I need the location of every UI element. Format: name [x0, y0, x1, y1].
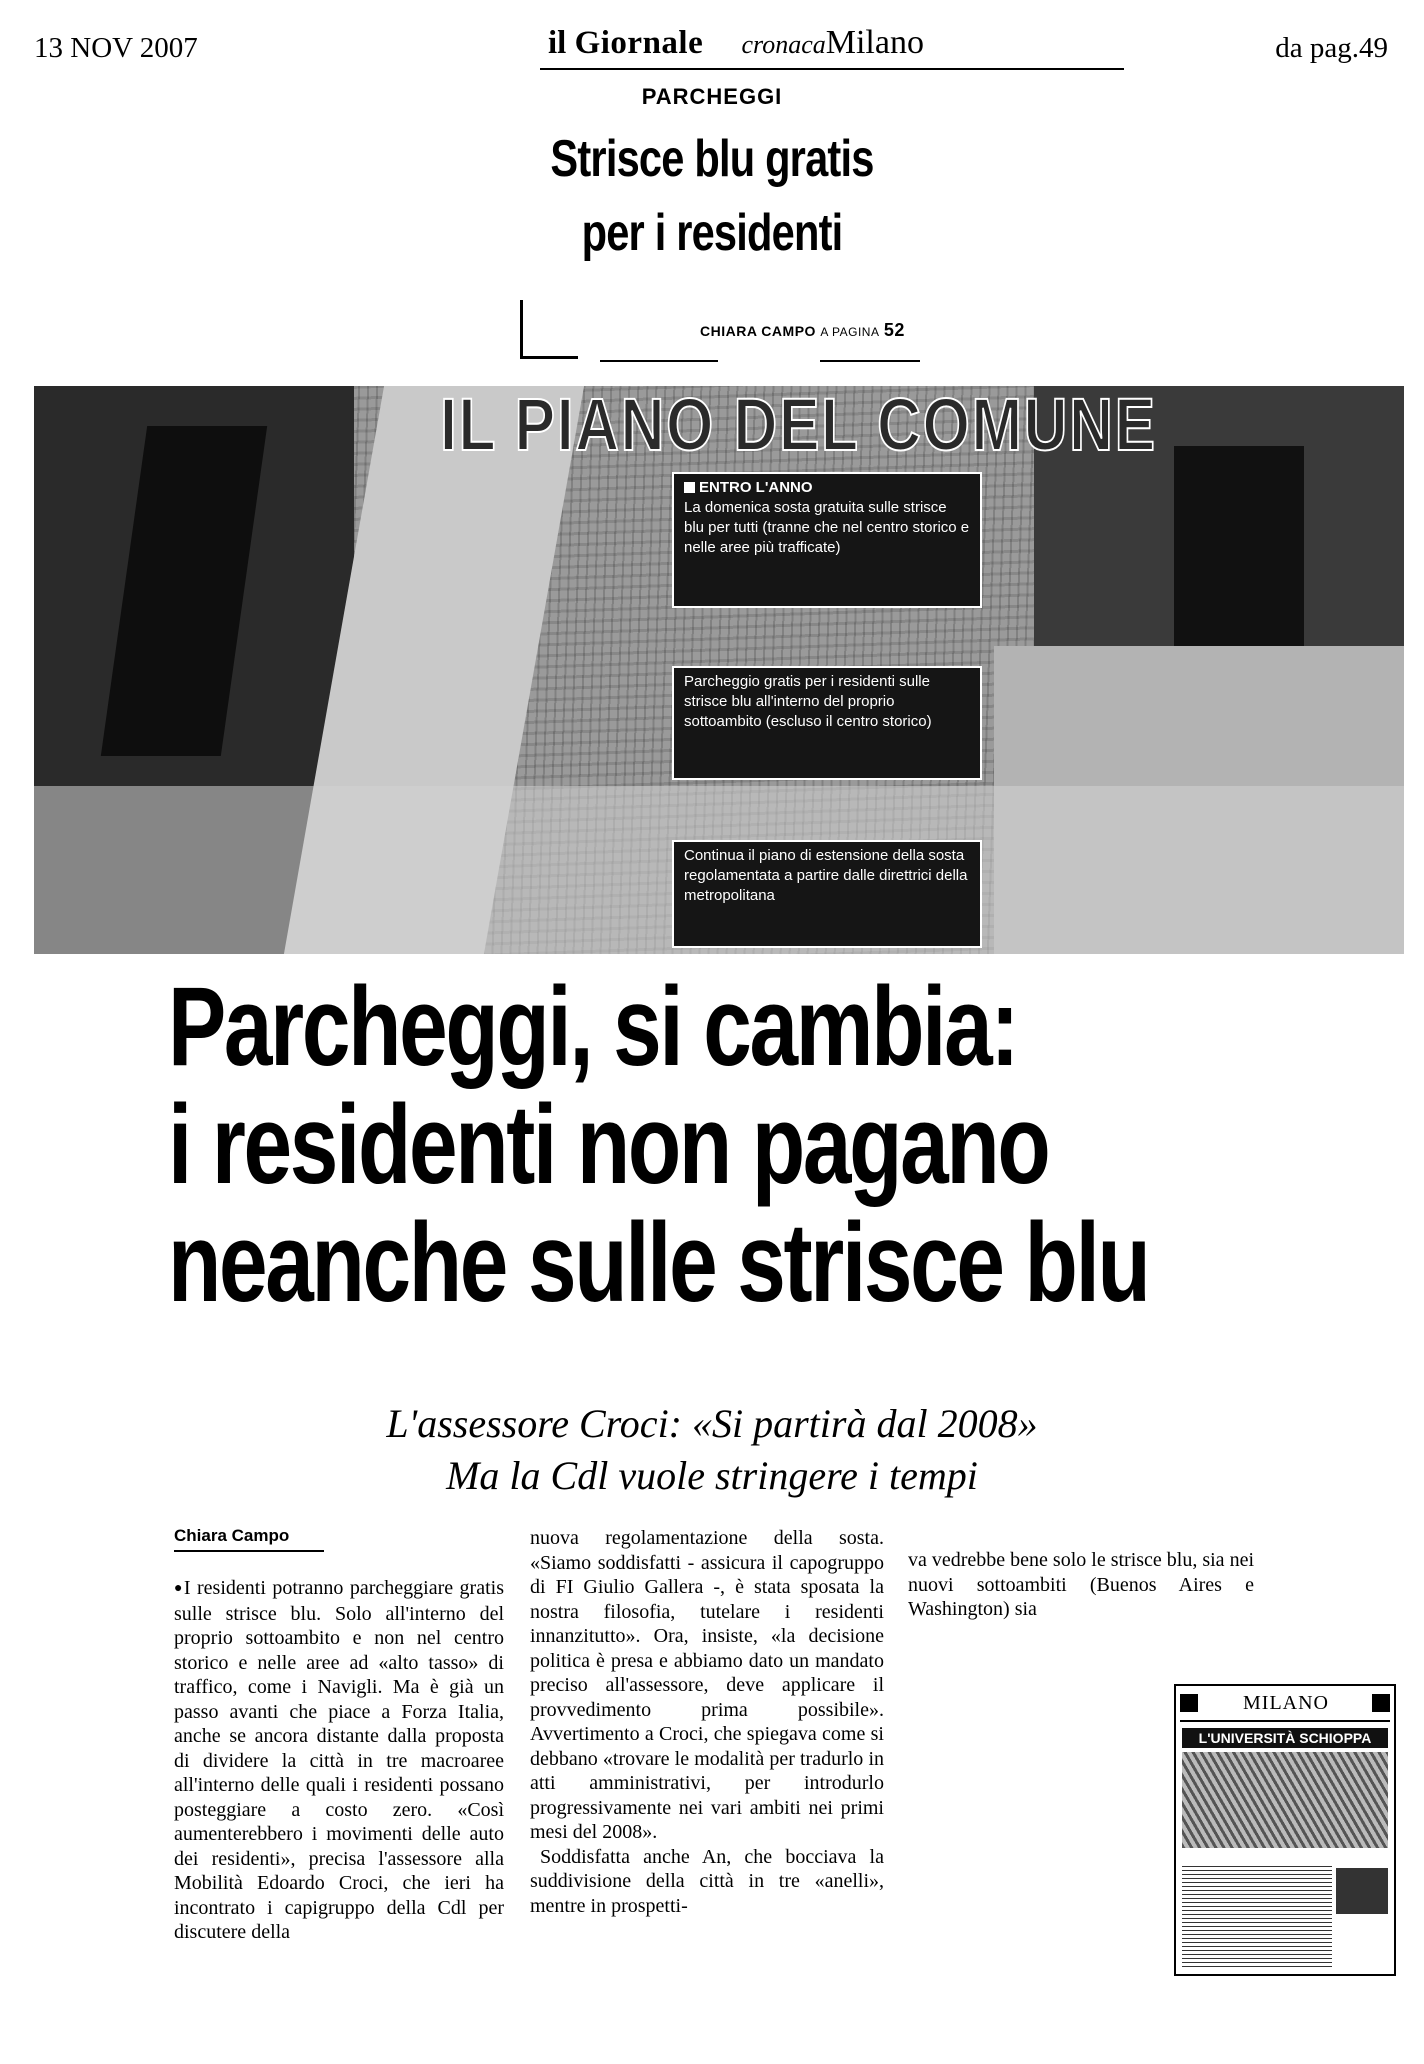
byline-rule	[174, 1550, 324, 1552]
thumb-text-lines	[1182, 1866, 1332, 1970]
info-box-entro-anno	[672, 472, 982, 608]
subheadline	[0, 1398, 1424, 1502]
divider-rule	[600, 360, 718, 362]
column-text: Soddisfatta anche An, che bocciava la suddivisione della città in tre «anelli», mentre in prospetti-	[530, 1845, 884, 1917]
thumb-picture	[1336, 1868, 1388, 1914]
teaser-title-line1: Strisce blu gratis	[550, 130, 874, 188]
thumb-logo: MILANO	[1243, 1692, 1329, 1714]
info-box-text: Continua il piano di estensione della sosta regolamentata a partire dalle direttrici della metropolitana	[684, 847, 968, 904]
thumb-image	[1182, 1752, 1388, 1848]
photo-title: IL PIANO DEL COMUNE	[440, 383, 1157, 466]
teaser-credit-name: CHIARA CAMPO	[700, 323, 816, 339]
column-text: I residenti potranno parcheggiare gratis sulle strisce blu. Solo all'interno del proprio sottoambito e non nel centro storico e nelle aree ad «alto tasso» di traffico, come i Navigli. Ma è già un passo avanti che piace a Forza Italia, anche se ancora distante dalla proposta di dividere la città in tre macroaree all'interno delle quali i residenti possano posteggiare a costo zero. «Così aumenterebbero i movimenti delle auto dei residenti», precisa l'assessore alla Mobilità Edoardo Croci, che ieri ha incontrato i capigruppo della Cdl per discutere della	[174, 1577, 504, 1943]
bracket-rule-horizontal	[520, 356, 578, 359]
article-column-3	[908, 1548, 1254, 1622]
info-box-text: Parcheggio gratis per i residenti sulle strisce blu all'interno del proprio sottoambito (escluso il centro storico)	[684, 673, 932, 730]
masthead-milano: Milano	[825, 24, 924, 61]
square-bullet-icon	[684, 482, 695, 493]
thumb-square-icon	[1372, 1694, 1390, 1712]
article-column-2	[530, 1526, 884, 1918]
headline-line3: neanche sulle strisce blu	[168, 1200, 1149, 1325]
bracket-rule-vertical	[520, 300, 523, 358]
masthead	[548, 24, 924, 62]
info-box-header: ENTRO L'ANNO	[684, 478, 970, 498]
subhead-line2: Ma la Cdl vuole stringere i tempi	[446, 1453, 978, 1498]
info-box-text: La domenica sosta gratuita sulle strisce blu per tutti (tranne che nel centro storico e nelle aree più trafficate)	[684, 499, 970, 556]
teaser-credit-prefix: A PAGINA	[820, 325, 880, 339]
headline-line2: i residenti non pagano	[168, 1082, 1049, 1207]
info-box-residenti	[672, 666, 982, 780]
subhead-line1: L'assessore Croci: «Si partirà dal 2008»	[386, 1401, 1038, 1446]
column-text: va vedrebbe bene solo le strisce blu, sia nei nuovi sottoambiti (Buenos Aires e Washington) sia	[908, 1549, 1254, 1620]
masthead-il: il	[548, 25, 567, 61]
page-reference: da pag.49	[1275, 32, 1388, 64]
masthead-cronaca: cronaca	[741, 30, 826, 59]
teaser-credit	[700, 320, 905, 341]
teaser-kicker: PARCHEGGI	[641, 84, 783, 109]
issue-date: 13 NOV 2007	[34, 32, 198, 64]
main-headline	[168, 964, 1149, 1325]
thumb-square-icon	[1180, 1694, 1198, 1712]
bullet-icon: ●	[174, 1581, 184, 1596]
thumb-rule	[1180, 1720, 1390, 1722]
teaser-credit-page: 52	[883, 320, 905, 340]
headline-line1: Parcheggi, si cambia:	[168, 964, 1018, 1089]
teaser-title	[142, 122, 1281, 270]
byline: Chiara Campo	[174, 1526, 290, 1545]
front-page-thumbnail	[1174, 1684, 1396, 1976]
teaser-title-line2: per i residenti	[581, 204, 843, 262]
masthead-rule	[540, 68, 1124, 70]
masthead-giornale: Giornale	[574, 25, 704, 61]
article-column-1	[174, 1576, 504, 1945]
thumb-headline: L'UNIVERSITÀ SCHIOPPA	[1182, 1728, 1388, 1748]
column-text: nuova regolamentazione della sosta. «Siamo soddisfatti - assicura il capogruppo di FI Giulio Gallera -, è stata sposata la nostra filosofia, tutelare i residenti innanzitutto». Ora, insiste, «la decisione politica è presa e abbiamo dato un mandato preciso all'assessore, deve applicare il provvedimento prima possibile». Avvertimento a Croci, che spiegava come si debbano «trovare le modalità per tradurlo in atti amministrativi, per introdurlo progressivamente nei vari ambiti nei primi mesi del 2008».	[530, 1527, 884, 1843]
divider-rule	[820, 360, 920, 362]
info-box-estensione	[672, 840, 982, 948]
